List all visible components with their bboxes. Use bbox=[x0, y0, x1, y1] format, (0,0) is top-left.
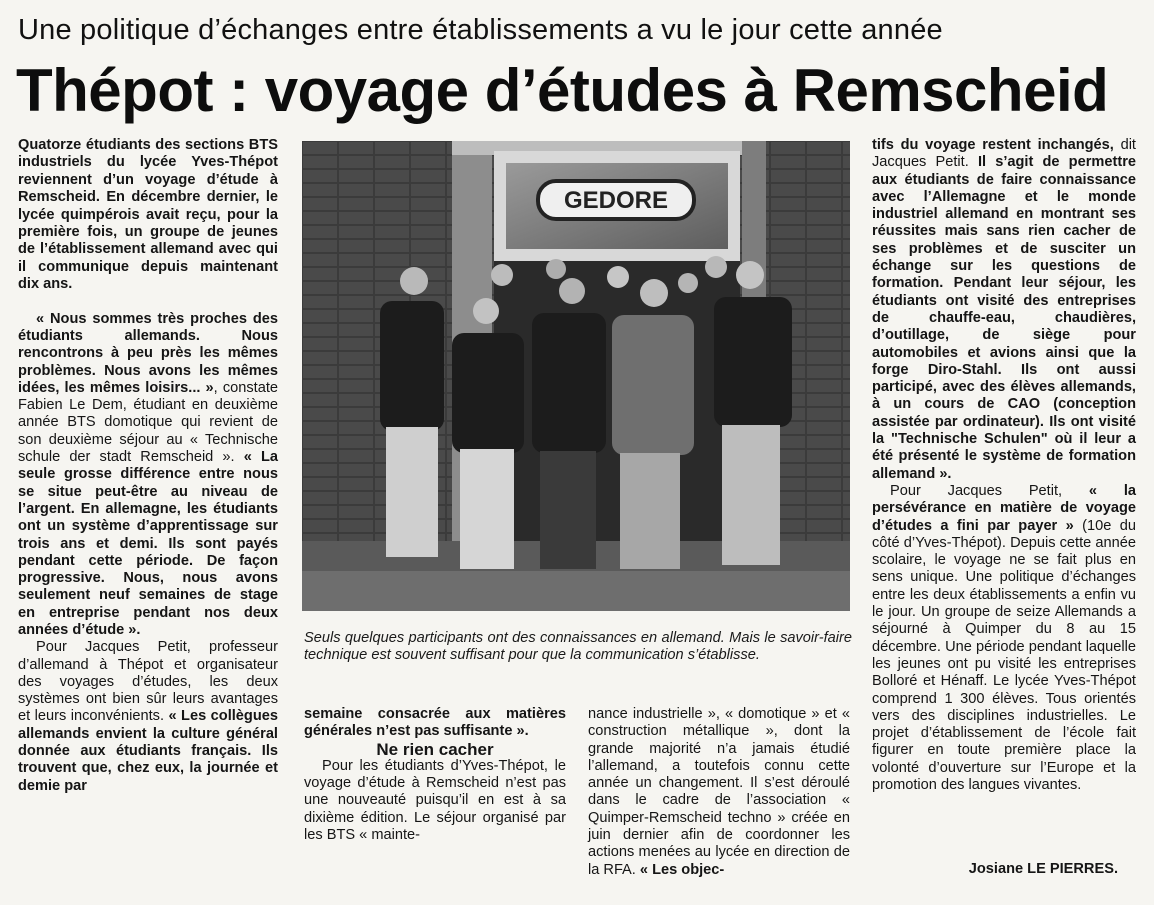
paragraph-petit bbox=[18, 639, 278, 795]
author-signature: Josiane LE PIERRES. bbox=[968, 861, 1118, 877]
quote-objectifs-cont: tifs du voyage restent inchangés, bbox=[872, 137, 1114, 153]
headline: Thépot : voyage d’études à Remscheid bbox=[16, 57, 1109, 124]
article-column-left bbox=[18, 137, 278, 795]
quote-fabien-b: « La seule grosse différence entre nous se situe peut-être au niveau de l’argent. En allemagne, les étudiants ont un système d’apprentissage sur trois ans et demi. Ils sont payés pendant cette période. De façon progressive. Nous, nous avons seulement neuf semaines de stage en entreprise pendant nos deux années d’étude ». bbox=[18, 449, 279, 638]
paragraph-objectifs bbox=[872, 137, 1136, 483]
group-photo-image bbox=[302, 141, 850, 611]
quote-petit: « Les collègues allemands envient la culture général donnée aux étudiants français. Ils trouvent que, chez eux, la journée et demie par bbox=[18, 708, 278, 794]
text-pour-petit: Pour Jacques Petit, bbox=[890, 482, 1089, 499]
article-column-mid-1 bbox=[304, 706, 566, 844]
quote-fabien-a: « Nous sommes très proches des étudiants allemands. Nous rencontrons à peu près les mêmes problèmes. Nous avons les mêmes idées, les mêmes loisirs... » bbox=[18, 310, 278, 396]
paragraph-association bbox=[588, 706, 850, 879]
kicker: Une politique d’échanges entre établissements a vu le jour cette année bbox=[18, 14, 943, 46]
group-photo bbox=[302, 141, 850, 611]
article-column-mid-2 bbox=[588, 706, 850, 879]
text-dit-petit: dit Jacques Petit. bbox=[872, 137, 1136, 171]
paragraph-ne-rien-cacher: Pour les étudiants d’Yves-Thépot, le voyage d’étude à Remscheid n’est pas une nouveauté puisqu’il en est à sa dixième édition. Le séjour organisé par les BTS « mainte- bbox=[304, 757, 566, 844]
photo-sign-text: GEDORE bbox=[563, 187, 669, 214]
photo-caption: Seuls quelques participants ont des connaissances en allemand. Mais le savoir-faire technique est souvent suffisant pour que la communication s’établisse. bbox=[304, 630, 852, 664]
article-column-right bbox=[872, 137, 1136, 794]
continuation-quote: semaine consacrée aux matières générales n’est pas suffisante ». bbox=[304, 706, 566, 740]
paragraph-perseverance bbox=[872, 483, 1136, 794]
text-association: nance industrielle », « domotique » et « construction métallique », dont la grande majorité n’a jamais étudié l’allemand, a toutefois connu cette année un changement. Il s’est déroulé dans le cadre de l’association « Quimper-Remscheid techno » créée en juin dernier afin de coordonner les actions menées au lycée en direction de la RFA. bbox=[588, 706, 850, 878]
text-petit: Pour Jacques Petit, professeur d’allemand à Thépot et organisateur des voyages d’études, les deux systèmes ont bien sûr leurs avantages et leurs inconvénients. bbox=[18, 639, 278, 725]
lead-paragraph: Quatorze étudiants des sections BTS industriels du lycée Yves-Thépot reviennent d’un voyage d’étude à Remscheid. En décembre dernier, le lycée quimpérois avait reçu, pour la première fois, un groupe de jeunes de l’établissement allemand avec qui il communique depuis maintenant dix ans. bbox=[18, 137, 278, 293]
subheading: Ne rien cacher bbox=[376, 739, 494, 759]
quote-objectifs-b: Il s’agit de permettre aux étudiants de faire connaissance avec l’Allemagne et le monde industriel allemand en montrant ses réussites mais sans rien cacher de ses problèmes et de susciter un échange sur les questions de formation. Pendant leur séjour, les étudiants ont visité des entreprises de chauffe-eau, chaudières, d’outillage, de siège pour automobiles et avions ainsi que la forge Diro-Stahl. Ils ont aussi participé, avec des élèves allemands, à un cours de CAO (conception assistée par ordinateur). Ils ont visité la "Technische Schulen" où il leur a été présenté le système de formation allemand ». bbox=[872, 154, 1136, 482]
text-perseverance-rest: (10e du côté d’Yves-Thépot). Depuis cette année scolaire, le voyage ne se fait plus en sens unique. Une politique d’échanges entre les deux établissements a enfin vu le jour. Un groupe de seize Allemands a séjourné à Quimper du 8 au 15 décembre. Une période pendant laquelle les jeunes ont pu visité les entreprises Bolloré et Hénaff. Le lycée Yves-Thépot comprend 1 300 élèves. Tous orientés vers des disciplines industrielles. Le projet d’établissement de l’école fait figurer en toute première place la volonté d’ouverture sur l’Europe et la promotion des langues vivantes. bbox=[872, 517, 1136, 793]
quote-perseverance: « la persévérance en matière de voyage d’études a fini par payer » bbox=[872, 482, 1136, 534]
quote-objectifs: « Les objec- bbox=[639, 861, 725, 878]
text-fabien: , constate Fabien Le Dem, étudiant en deuxième année BTS domotique qui revient de son deuxième séjour au « Technische schule der stadt Remscheid ». bbox=[18, 379, 279, 466]
paragraph-fabien bbox=[18, 311, 278, 640]
